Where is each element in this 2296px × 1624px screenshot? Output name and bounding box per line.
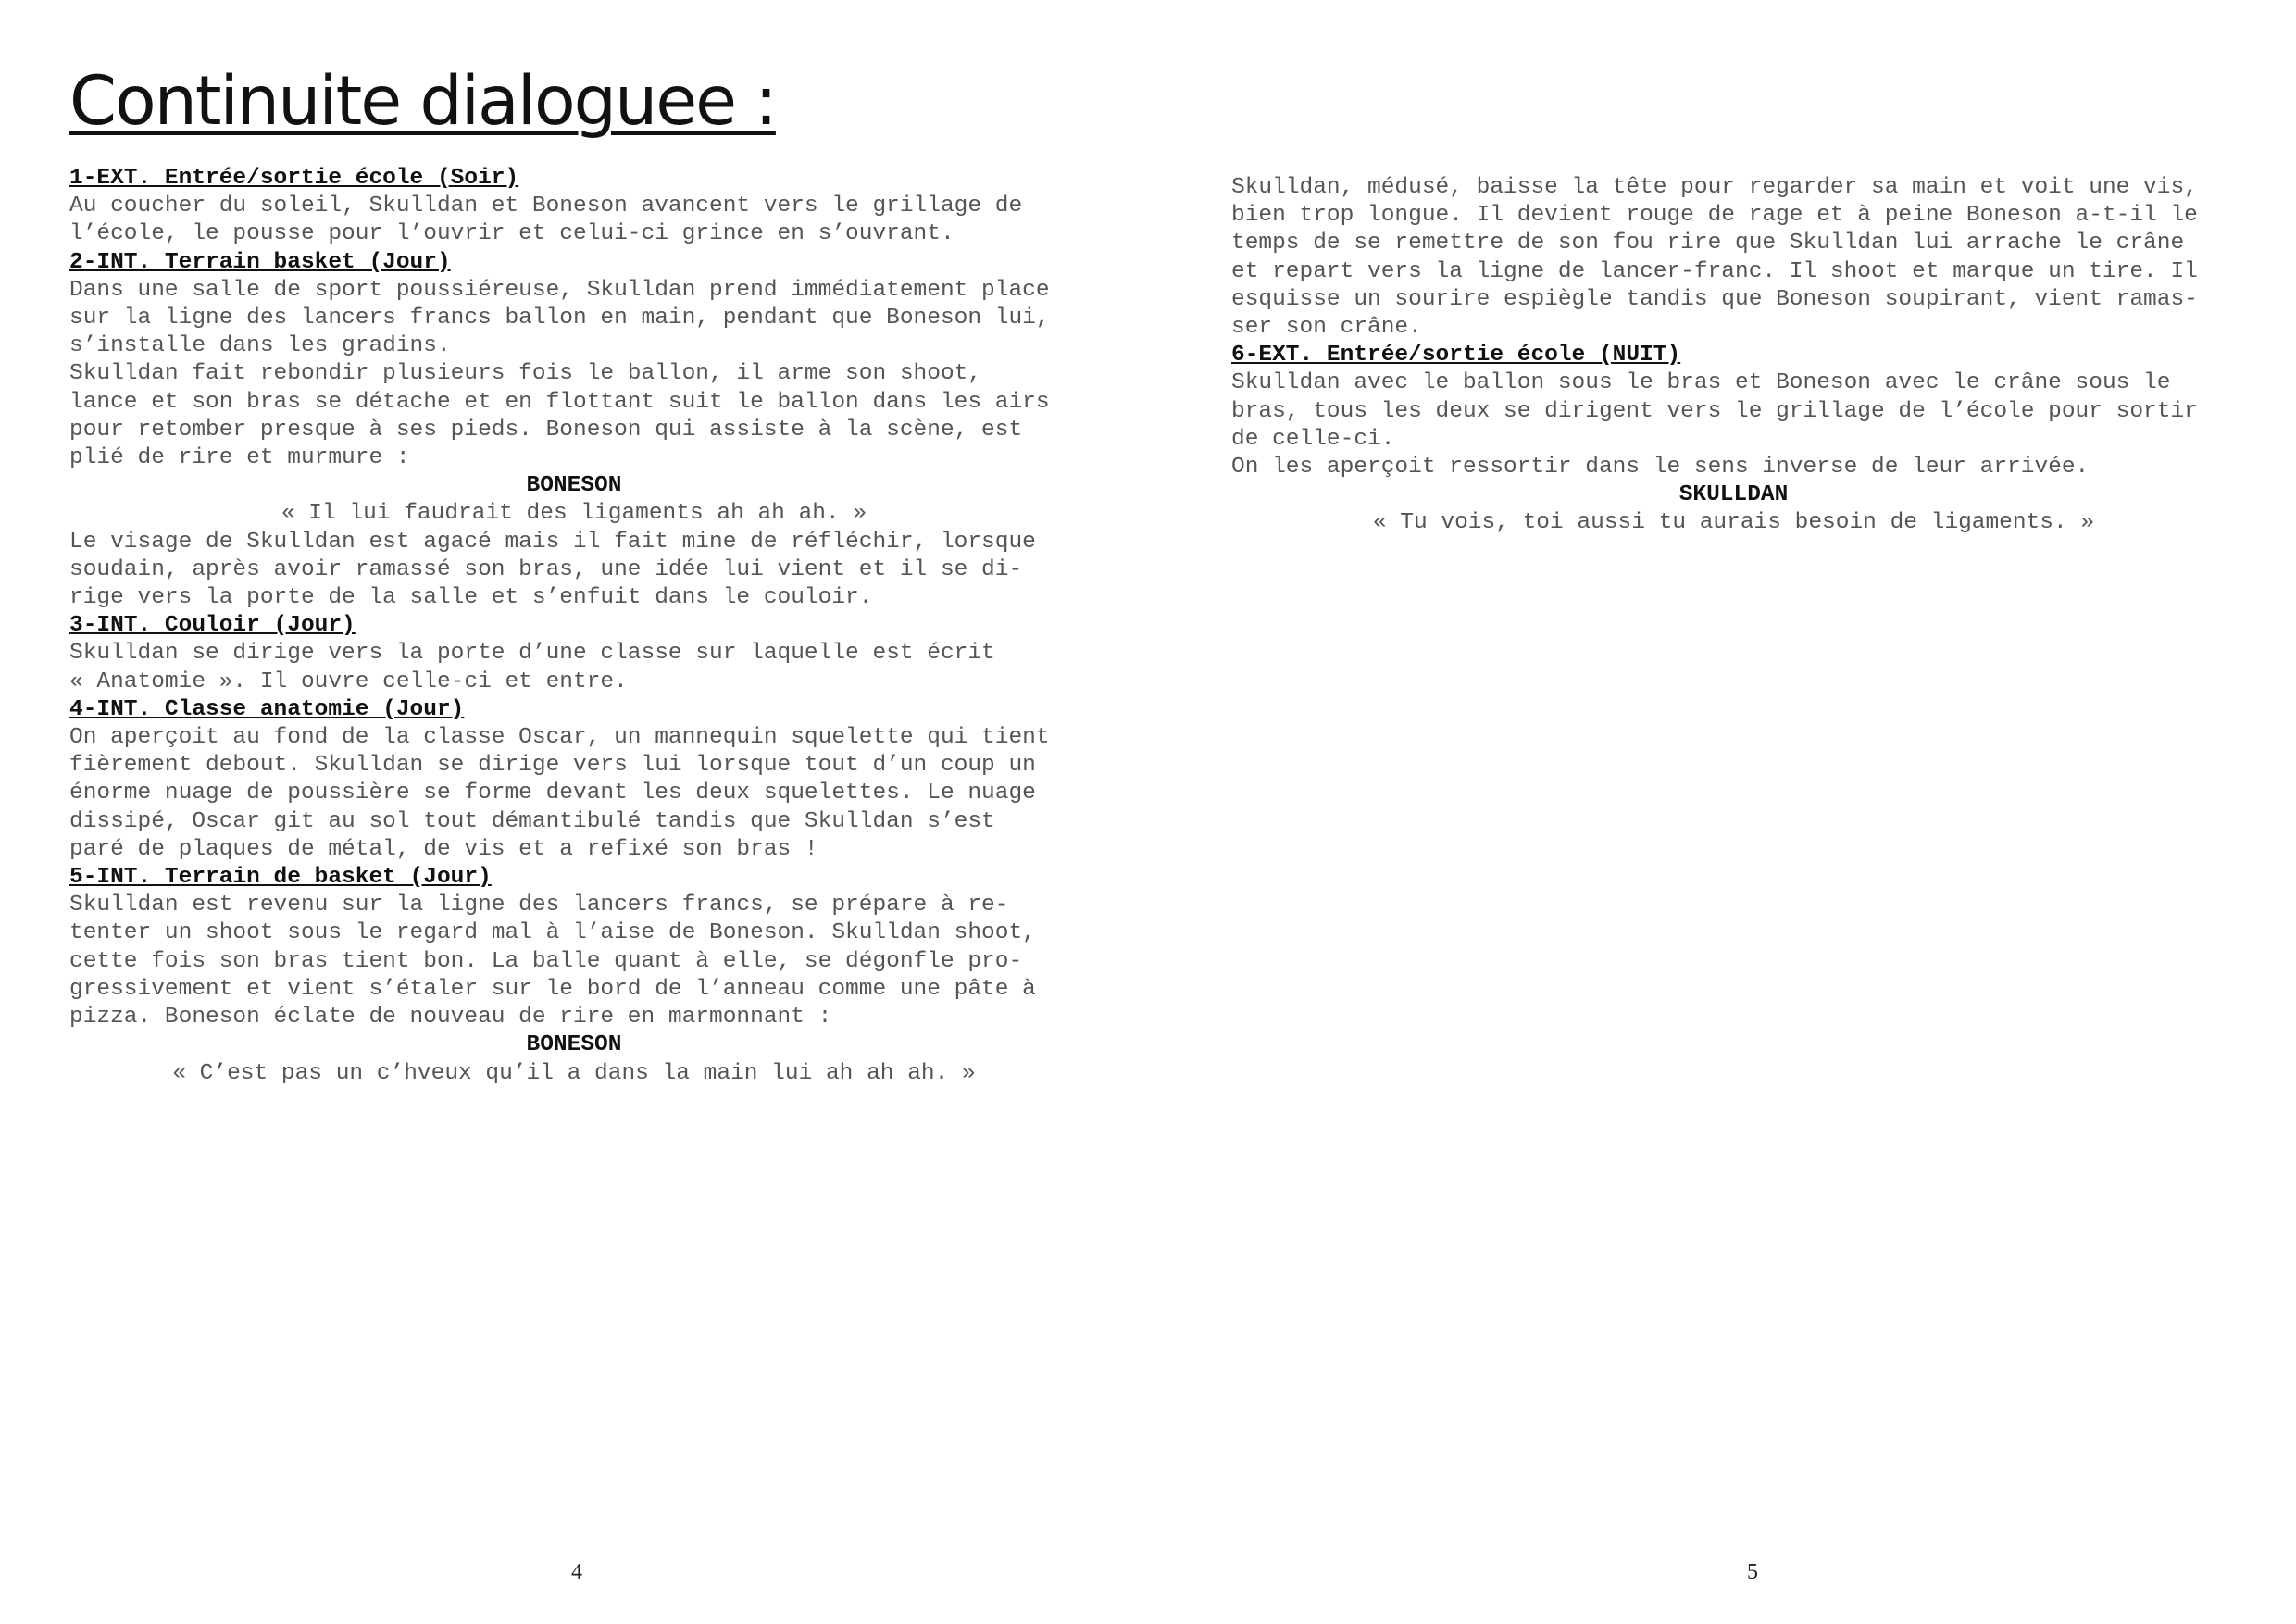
- action-paragraph: [1231, 454, 2277, 481]
- dialogue-line: « Il lui faudrait des ligaments ah ah ah. »: [281, 501, 867, 527]
- text-line: On aperçoit au fond de la classe Oscar, un mannequin squelette qui tient: [69, 725, 1050, 751]
- character-name: BONESON: [526, 1032, 622, 1058]
- action-paragraph: [69, 277, 1116, 361]
- character-name: SKULLDAN: [1678, 482, 1789, 508]
- text-line: Dans une salle de sport poussiéreuse, Skulldan prend immédiatement place: [69, 277, 1050, 303]
- text-line: Skulldan, médusé, baisse la tête pour regarder sa main et voit une vis,: [1231, 175, 2198, 200]
- text-line: bras, tous les deux se dirigent vers le grillage de l’école pour sortir: [1231, 398, 2198, 424]
- text-line: sur la ligne des lancers francs ballon en main, pendant que Boneson lui,: [69, 306, 1050, 331]
- text-line: fièrement debout. Skulldan se dirige vers lui lorsque tout d’un coup un: [69, 753, 1036, 779]
- action-paragraph: [69, 724, 1116, 864]
- scene-heading-6: 6-EXT. Entrée/sortie école (NUIT): [1231, 343, 1681, 369]
- text-line: On les aperçoit ressortir dans le sens inverse de leur arrivée.: [1231, 455, 2090, 481]
- screenplay-column-right: [1231, 174, 2277, 538]
- text-line: de celle-ci.: [1231, 426, 1395, 452]
- text-line: l’école, le pousse pour l’ouvrir et celui-ci grince en s’ouvrant.: [69, 221, 955, 247]
- action-paragraph: [69, 892, 1116, 1031]
- page-number: 5: [1747, 1560, 1758, 1584]
- action-paragraph: [1231, 174, 2277, 342]
- text-line: soudain, après avoir ramassé son bras, une idée lui vient et il se di-: [69, 556, 1023, 582]
- text-line: dissipé, Oscar git au sol tout démantibulé tandis que Skulldan s’est: [69, 808, 995, 834]
- text-line: Le visage de Skulldan est agacé mais il fait mine de réfléchir, lorsque: [69, 529, 1036, 555]
- text-line: pour retomber presque à ses pieds. Boneson qui assiste à la scène, est: [69, 417, 1023, 443]
- text-line: paré de plaques de métal, de vis et a refixé son bras !: [69, 836, 818, 862]
- text-line: Skulldan est revenu sur la ligne des lancers francs, se prépare à re-: [69, 893, 1009, 918]
- action-paragraph: [69, 360, 1116, 472]
- text-line: Skulldan avec le ballon sous le bras et Boneson avec le crâne sous le: [1231, 370, 2171, 396]
- scene-heading-5: 5-INT. Terrain de basket (Jour): [69, 865, 492, 891]
- text-line: esquisse un sourire espiègle tandis que Boneson soupirant, vient ramas-: [1231, 286, 2198, 312]
- scene-heading-3: 3-INT. Couloir (Jour): [69, 613, 356, 639]
- text-line: ser son crâne.: [1231, 315, 1422, 341]
- text-line: rige vers la porte de la salle et s’enfuit dans le couloir.: [69, 585, 873, 611]
- text-line: Skulldan se dirige vers la porte d’une classe sur laquelle est écrit: [69, 641, 995, 667]
- action-paragraph: [69, 193, 1116, 248]
- action-paragraph: [69, 640, 1116, 695]
- text-line: cette fois son bras tient bon. La balle quant à elle, se dégonfle pro-: [69, 948, 1023, 974]
- text-line: et repart vers la ligne de lancer-franc. Il shoot et marque un tire. Il: [1231, 258, 2198, 284]
- text-line: tenter un shoot sous le regard mal à l’aise de Boneson. Skulldan shoot,: [69, 920, 1036, 946]
- text-line: lance et son bras se détache et en flottant suit le ballon dans les airs: [69, 389, 1050, 415]
- text-line: plié de rire et murmure :: [69, 445, 410, 471]
- action-paragraph: [1231, 369, 2277, 454]
- scene-heading-2: 2-INT. Terrain basket (Jour): [69, 249, 451, 275]
- scene-heading-4: 4-INT. Classe anatomie (Jour): [69, 696, 465, 722]
- text-line: s’installe dans les gradins.: [69, 333, 451, 359]
- screenplay-column-left: [69, 165, 1116, 1088]
- text-line: Au coucher du soleil, Skulldan et Boneson avancent vers le grillage de: [69, 194, 1023, 219]
- text-line: « Anatomie ». Il ouvre celle-ci et entre.: [69, 668, 628, 694]
- text-line: temps de se remettre de son fou rire que Skulldan lui arrache le crâne: [1231, 231, 2185, 256]
- character-name: BONESON: [526, 473, 622, 499]
- text-line: pizza. Boneson éclate de nouveau de rire en marmonnant :: [69, 1005, 832, 1031]
- text-line: énorme nuage de poussière se forme devant les deux squelettes. Le nuage: [69, 781, 1036, 806]
- page-number: 4: [571, 1560, 582, 1584]
- scene-heading-1: 1-EXT. Entrée/sortie école (Soir): [69, 166, 519, 191]
- text-line: bien trop longue. Il devient rouge de rage et à peine Boneson a-t-il le: [1231, 203, 2198, 229]
- text-line: Skulldan fait rebondir plusieurs fois le ballon, il arme son shoot,: [69, 361, 982, 387]
- dialogue-line: « C’est pas un c’hveux qu’il a dans la main lui ah ah ah. »: [172, 1060, 976, 1086]
- document-title: Continuite dialoguee :: [69, 62, 776, 141]
- dialogue-line: « Tu vois, toi aussi tu aurais besoin de ligaments. »: [1372, 510, 2095, 536]
- page-right: [1148, 0, 2296, 1624]
- action-paragraph: [69, 529, 1116, 613]
- text-line: gressivement et vient s’étaler sur le bord de l’anneau comme une pâte à: [69, 976, 1036, 1002]
